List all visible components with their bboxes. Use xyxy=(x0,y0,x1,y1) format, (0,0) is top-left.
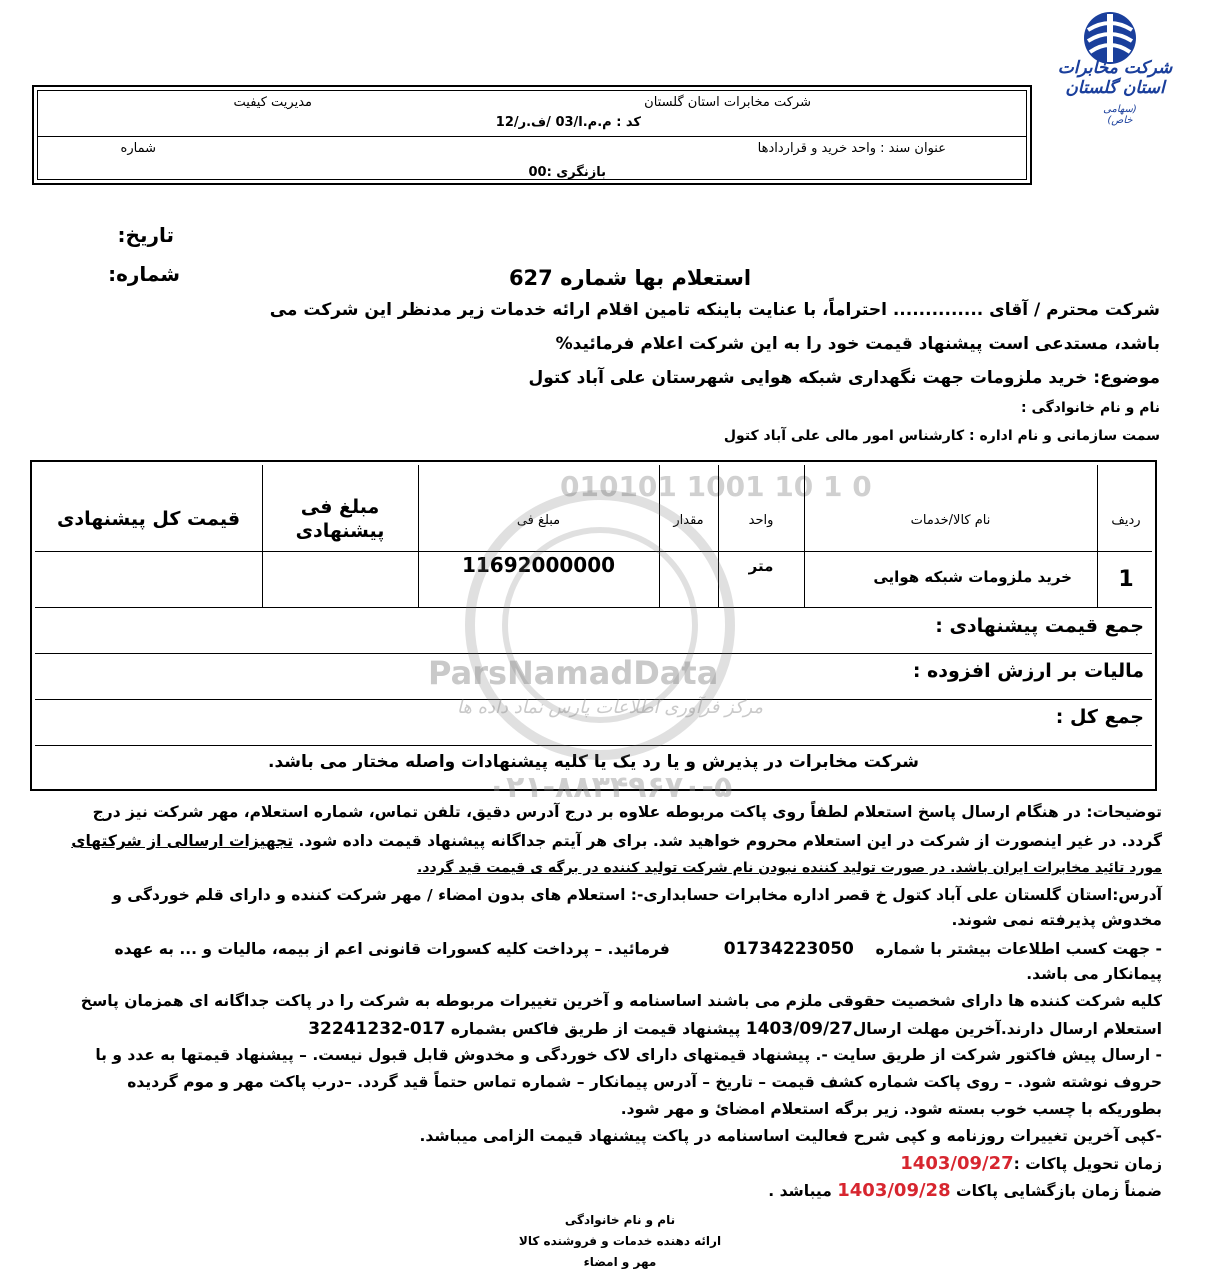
opening-time-line: ضمناً زمان بازگشایی پاکات 1403/09/28 میباشد . xyxy=(768,1180,1162,1201)
note-line-6: - جهت کسب اطلاعات بیشتر با شماره 01734223050 فرمائید. – پرداخت کلیه کسورات قانونی اعم از بیمه، مالیات و ... به عهده xyxy=(114,939,1162,959)
number-label: شماره: xyxy=(108,262,180,286)
header-revision: بازنگری :00 xyxy=(528,165,606,180)
col-header-row: ردیف xyxy=(1111,513,1141,528)
watermark-phone: ۰۲۱-۸۸۳۴۹۶۷۰-۵ xyxy=(487,770,733,805)
subject-line: موضوع: خرید ملزومات جهت نگهداری شبکه هوایی شهرستان علی آباد کتول xyxy=(528,368,1160,388)
logo-company-name: شرکت مخابرات استان گلستان xyxy=(1057,58,1173,98)
signature-stamp: مهر و امضاء xyxy=(583,1255,657,1269)
note-line-13: -کپی آخرین تغییرات روزنامه و کپی شرح فعالیت اساسنامه در پاکت پیشنهاد قیمت الزامی میباشد. xyxy=(419,1127,1162,1145)
header-number-label: شماره xyxy=(120,141,156,156)
date-label: تاریخ: xyxy=(117,223,174,247)
col-header-proposed-unit-price: مبلغ فی پیشنهادی xyxy=(295,496,385,542)
row-1-number: 1 xyxy=(1118,567,1134,592)
col-header-qty: مقدار xyxy=(673,513,704,528)
note-line-1: توضیحات: در هنگام ارسال پاسخ استعلام لطفاً روی پاکت مربوطه علاوه بر درج آدرس دقیق، تلفن تماس، شماره استعلام، مهر شرکت نیز درج xyxy=(92,803,1162,821)
header-company: شرکت مخابرات استان گلستان xyxy=(644,95,811,110)
col-header-proposed-total: قیمت کل پیشنهادی xyxy=(56,508,241,530)
signature-provider: ارائه دهنده خدمات و فروشنده کالا xyxy=(518,1234,722,1248)
vat-label: مالیات بر ارزش افزوده : xyxy=(912,660,1144,682)
note-line-3: مورد تائید مخابرات ایران باشد. در صورت تولید کننده نبودن نام شرکت تولید کننده در برگه ی قیمت قید گردد. xyxy=(417,860,1162,876)
name-line: نام و نام خانوادگی : xyxy=(1020,400,1160,416)
note-line-7: پیمانکار می باشد. xyxy=(1026,965,1162,983)
note-line-9: استعلام ارسال دارند.آخرین مهلت ارسال1403/09/27 پیشنهاد قیمت از طریق فاکس بشماره 017-32241232 xyxy=(308,1019,1162,1039)
position-line: سمت سازمانی و نام اداره : کارشناس امور مالی علی آباد کتول xyxy=(723,428,1160,444)
header-code: کد : م.م.ا/03 /ف.ر/12 xyxy=(495,115,641,130)
note-line-8: کلیه شرکت کننده ها دارای شخصیت حقوقی ملزم می باشند اساسنامه و آخرین تغییرات مربوطه به شرکت را در پاکت جداگانه ای همزمان پاسخ xyxy=(80,992,1162,1010)
logo-subtitle: (سهامی خاص) xyxy=(1103,104,1137,126)
row-1-name: خرید ملزومات شبکه هوایی xyxy=(873,568,1072,586)
col-header-name: نام کالا/خدمات xyxy=(910,513,991,528)
delivery-time-line: زمان تحویل پاکات :1403/09/27 xyxy=(900,1153,1162,1174)
signature-name: نام و نام خانوادگی xyxy=(564,1213,676,1227)
header-dept: مدیریت کیفیت xyxy=(233,95,312,110)
sum-label: جمع قیمت پیشنهادی : xyxy=(935,615,1144,637)
document-header-box xyxy=(32,85,1032,185)
note-line-5: مخدوش پذیرفته نمی شوند. xyxy=(951,911,1162,929)
note-line-11: حروف نوشته شود. – روی پاکت شماره کشف قیمت – تاریخ – آدرس پیمانکار – شماره تماس حتماً قید گردد. –درب پاکت مهر و موم گردیده xyxy=(127,1073,1162,1091)
total-label: جمع کل : xyxy=(1055,706,1144,728)
note-line-2: گردد. در غیر اینصورت از شرکت در این استعلام محروم خواهید شد. برای هر آیتم جداگانه پیشنهاد قیمت داده شود. تجهیزات ارسالی از شرکتهای xyxy=(71,832,1162,850)
price-table xyxy=(30,460,1157,791)
watermark-digits: 010101 1001 10 1 0 xyxy=(560,470,872,503)
table-footer-note: شرکت مخابرات در پذیرش و یا رد یک یا کلیه پیشنهادات واصله مختار می باشد. xyxy=(268,752,919,772)
row-1-unit-price: 11692000000 xyxy=(461,553,616,577)
note-line-10: - ارسال پیش فاکتور شرکت از طریق سایت -. پیشنهاد قیمتهای دارای لاک خوردگی و مخدوش قابل قبول نیست. – پیشنهاد قیمتها به عدد و با xyxy=(95,1046,1162,1064)
note-line-12: بطوریکه با چسب خوب بسته شود. زیر برگه استعلام امضائ و مهر شود. xyxy=(620,1100,1162,1118)
body-line-1: شرکت محترم / آقای .............. احتراماً، با عنایت باینکه تامین اقلام ارائه خدمات زیر مدنظر این شرکت می xyxy=(269,300,1160,320)
page-title: استعلام بها شماره 627 xyxy=(508,266,752,290)
row-1-unit: متر xyxy=(748,557,774,575)
body-line-2: باشد، مستدعی است پیشنهاد قیمت خود را به این شرکت اعلام فرمائید% xyxy=(555,334,1160,354)
watermark-tagline: مرکز فرآوری اطلاعات پارس نماد داده ها xyxy=(456,697,764,718)
note-line-4: آدرس:استان گلستان علی آباد کتول خ قصر اداره مخابرات حسابداری-: استعلام های بدون امضاء / مهر شرکت کننده و دارای قلم خوردگی و xyxy=(112,886,1162,904)
col-header-unit: واحد xyxy=(748,513,774,528)
header-doc-title: عنوان سند : واحد خرید و قراردادها xyxy=(757,141,946,156)
watermark-brand: ParsNamadData xyxy=(428,654,719,692)
col-header-unit-price: مبلغ فی xyxy=(516,513,561,528)
